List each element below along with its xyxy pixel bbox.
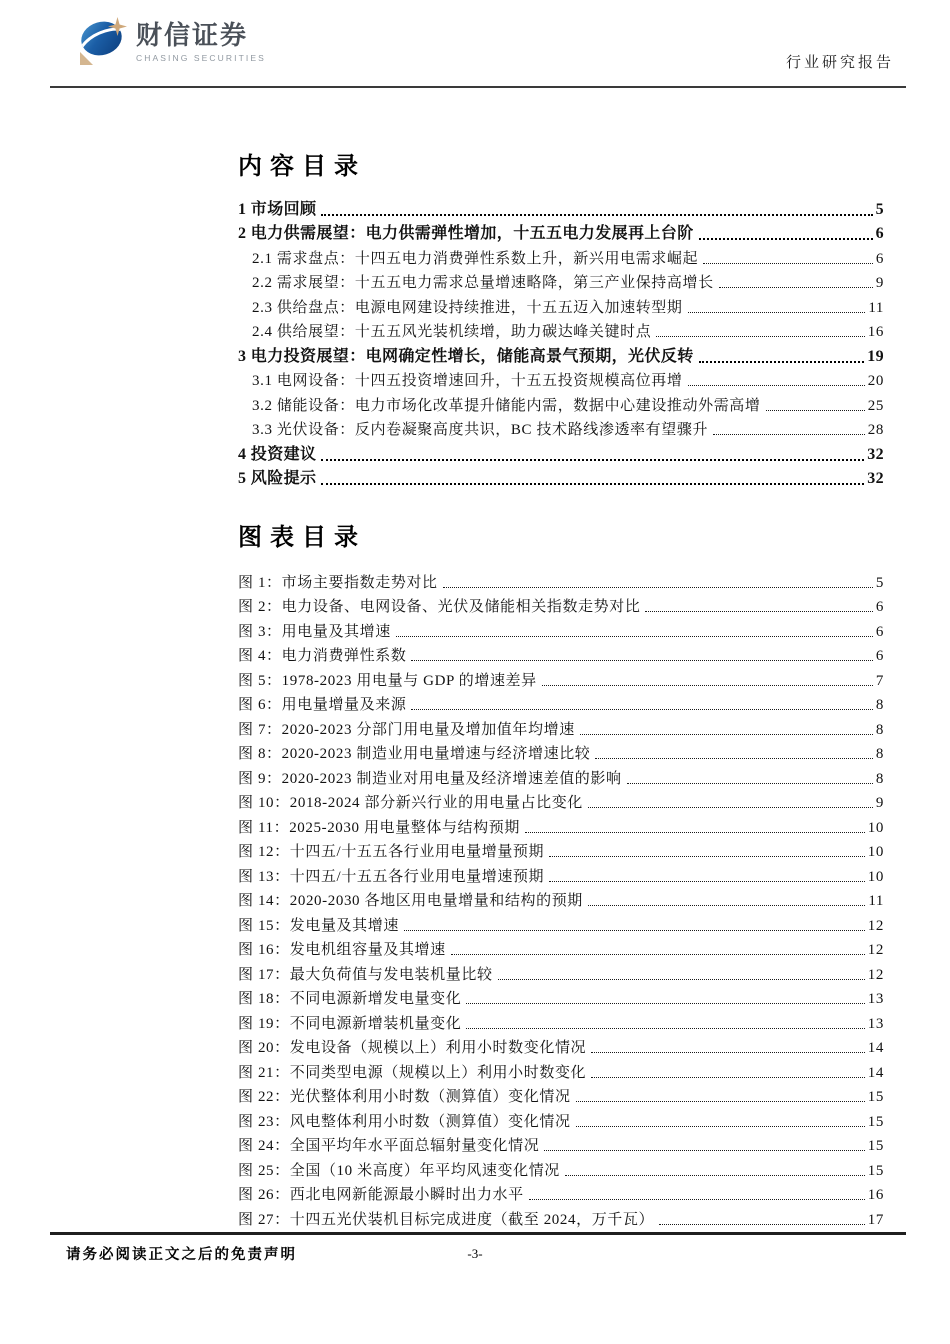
dot-leader xyxy=(525,832,865,833)
toc-entry-row xyxy=(238,464,884,489)
entry-page-number: 25 xyxy=(867,397,884,414)
header-divider xyxy=(50,86,906,88)
figure-entry-row xyxy=(238,861,884,886)
entry-label: 图 14：2020-2030 各地区用电量增量和结构的预期 xyxy=(238,893,583,909)
entry-label: 3.1 电网设备：十四五投资增速回升，十五五投资规模高位再增 xyxy=(252,373,683,389)
entry-label: 图 20：发电设备（规模以上）利用小时数变化情况 xyxy=(238,1040,587,1056)
entry-page-number: 9 xyxy=(875,795,884,811)
entry-label: 图 3：用电量及其增速 xyxy=(238,623,391,640)
figure-entry-row xyxy=(238,567,884,592)
footer-divider xyxy=(50,1232,906,1235)
toc-entry-row xyxy=(238,366,884,391)
figure-entry-row xyxy=(238,959,884,984)
figures-title: 图表目录 xyxy=(238,525,366,551)
figure-entry-row xyxy=(238,812,884,837)
entry-page-number: 11 xyxy=(868,893,884,909)
entry-page-number: 12 xyxy=(867,942,884,958)
dot-leader xyxy=(659,1224,865,1225)
entry-page-number: 6 xyxy=(875,225,884,242)
entry-label: 图 15：发电量及其增速 xyxy=(238,917,399,934)
dot-leader xyxy=(466,1003,864,1004)
dot-leader xyxy=(580,734,873,735)
entry-page-number: 10 xyxy=(867,868,884,885)
entry-page-number: 14 xyxy=(867,1040,884,1056)
entry-label: 3.3 光伏设备：反内卷凝聚高度共识，BC 技术路线渗透率有望骤升 xyxy=(252,422,709,438)
entry-page-number: 6 xyxy=(875,623,884,640)
dot-leader xyxy=(443,587,873,588)
entry-page-number: 5 xyxy=(875,200,884,218)
dot-leader xyxy=(766,410,865,411)
entry-page-number: 16 xyxy=(867,324,884,340)
dot-leader xyxy=(451,954,865,955)
figure-entry-row xyxy=(238,910,884,935)
entry-label: 图 27：十四五光伏装机目标完成进度（截至 2024，万千瓦） xyxy=(238,1211,655,1228)
dot-leader xyxy=(576,1126,865,1127)
toc-title: 内容目录 xyxy=(238,154,366,180)
dot-leader xyxy=(549,856,865,857)
dot-leader xyxy=(627,783,873,784)
dot-leader xyxy=(699,361,865,363)
entry-page-number: 14 xyxy=(867,1064,884,1081)
entry-label: 2.3 供给盘点：电源电网建设持续推进，十五五迈入加速转型期 xyxy=(252,299,683,316)
entry-page-number: 8 xyxy=(875,721,884,738)
entry-page-number: 10 xyxy=(867,819,884,836)
entry-label: 图 8：2020-2023 制造业用电量增速与经济增速比较 xyxy=(238,746,591,762)
entry-label: 2 电力供需展望：电力供需弹性增加，十五五电力发展再上台阶 xyxy=(238,225,694,242)
entry-label: 3.2 储能设备：电力市场化改革提升储能内需，数据中心建设推动外需高增 xyxy=(252,397,761,414)
entry-label: 图 17：最大负荷值与发电装机量比较 xyxy=(238,966,493,983)
dot-leader xyxy=(719,287,873,288)
entry-label: 图 11：2025-2030 用电量整体与结构预期 xyxy=(238,819,520,836)
entry-label: 图 26：西北电网新能源最小瞬时出力水平 xyxy=(238,1187,524,1203)
figure-entry-row xyxy=(238,690,884,715)
toc-entry-row xyxy=(238,243,884,268)
dot-leader xyxy=(645,611,872,612)
entry-page-number: 16 xyxy=(867,1187,884,1203)
entry-label: 2.1 需求盘点：十四五电力消费弹性系数上升，新兴用电需求崛起 xyxy=(252,250,699,267)
entry-label: 图 23：风电整体利用小时数（测算值）变化情况 xyxy=(238,1113,571,1130)
figure-entry-row xyxy=(238,984,884,1009)
entry-page-number: 28 xyxy=(867,422,884,438)
logo-name-cn: 财信证券 xyxy=(136,20,249,50)
entry-page-number: 6 xyxy=(875,648,884,664)
dot-leader xyxy=(404,930,865,931)
entry-page-number: 11 xyxy=(868,299,884,316)
figure-entry-row xyxy=(238,592,884,617)
dot-leader xyxy=(565,1175,865,1176)
entry-label: 图 7：2020-2023 分部门用电量及增加值年均增速 xyxy=(238,721,575,738)
figure-entry-row xyxy=(238,788,884,813)
figure-entry-row xyxy=(238,665,884,690)
entry-page-number: 13 xyxy=(867,1015,884,1032)
dot-leader xyxy=(321,483,864,485)
toc-entry-row xyxy=(238,390,884,415)
toc-entry-row xyxy=(238,219,884,244)
figure-entry-row xyxy=(238,1131,884,1156)
figure-entry-row xyxy=(238,763,884,788)
figure-entry-row xyxy=(238,739,884,764)
dot-leader xyxy=(321,214,872,216)
entry-label: 图 4：电力消费弹性系数 xyxy=(238,648,407,664)
dot-leader xyxy=(595,758,872,759)
dot-leader xyxy=(466,1028,864,1029)
figure-list xyxy=(238,567,884,1229)
entry-label: 图 25：全国（10 米高度）年平均风速变化情况 xyxy=(238,1162,560,1179)
entry-label: 1 市场回顾 xyxy=(238,200,317,218)
dot-leader xyxy=(688,312,866,313)
entry-page-number: 13 xyxy=(867,991,884,1007)
entry-label: 图 12：十四五/十五五各行业用电量增量预期 xyxy=(238,844,545,860)
entry-label: 图 1：市场主要指数走势对比 xyxy=(238,574,438,591)
dot-leader xyxy=(411,660,872,661)
logo-name-en: CHASING SECURITIES xyxy=(136,53,266,63)
entry-page-number: 32 xyxy=(867,470,884,487)
toc-entry-row xyxy=(238,415,884,440)
entry-page-number: 5 xyxy=(875,574,884,591)
entry-label: 图 21：不同类型电源（规模以上）利用小时数变化 xyxy=(238,1064,587,1081)
figure-entry-row xyxy=(238,714,884,739)
figure-entry-row xyxy=(238,886,884,911)
star-icon xyxy=(108,17,127,36)
toc-entry-row xyxy=(238,268,884,293)
figure-entry-row xyxy=(238,1008,884,1033)
entry-page-number: 15 xyxy=(867,1138,884,1154)
entry-label: 图 2：电力设备、电网设备、光伏及储能相关指数走势对比 xyxy=(238,599,641,615)
entry-page-number: 15 xyxy=(867,1113,884,1130)
figure-entry-row xyxy=(238,837,884,862)
logo-globe-icon xyxy=(79,19,125,65)
entry-page-number: 6 xyxy=(875,599,884,615)
entry-label: 3 电力投资展望：电网确定性增长，储能高景气预期，光伏反转 xyxy=(238,347,694,365)
entry-page-number: 20 xyxy=(867,373,884,389)
figure-entry-row xyxy=(238,1033,884,1058)
entry-label: 图 22：光伏整体利用小时数（测算值）变化情况 xyxy=(238,1089,571,1105)
dot-leader xyxy=(396,636,873,637)
figure-entry-row xyxy=(238,1204,884,1229)
entry-page-number: 8 xyxy=(875,697,884,713)
dot-leader xyxy=(411,709,872,710)
toc-entry-row xyxy=(238,317,884,342)
dot-leader xyxy=(713,434,865,435)
dot-leader xyxy=(542,685,873,686)
report-type-label: 行业研究报告 xyxy=(785,55,894,71)
entry-page-number: 17 xyxy=(867,1211,884,1228)
figure-entry-row xyxy=(238,1180,884,1205)
entry-label: 图 16：发电机组容量及其增速 xyxy=(238,942,446,958)
figure-entry-row xyxy=(238,641,884,666)
dot-leader xyxy=(591,1052,865,1053)
toc-entry-row xyxy=(238,194,884,219)
entry-label: 图 5：1978-2023 用电量与 GDP 的增速差异 xyxy=(238,672,537,689)
toc-list xyxy=(238,194,884,488)
dot-leader xyxy=(588,905,865,906)
toc-section xyxy=(238,146,884,488)
figure-entry-row xyxy=(238,935,884,960)
figure-entry-row xyxy=(238,1057,884,1082)
entry-page-number: 15 xyxy=(867,1089,884,1105)
figure-entry-row xyxy=(238,1155,884,1180)
entry-page-number: 12 xyxy=(867,917,884,934)
entry-label: 5 风险提示 xyxy=(238,470,317,487)
entry-label: 图 19：不同电源新增装机量变化 xyxy=(238,1015,462,1032)
page-number: -3- xyxy=(467,1246,483,1261)
dot-leader xyxy=(699,238,873,240)
dot-leader xyxy=(544,1150,864,1151)
entry-page-number: 19 xyxy=(867,347,884,365)
entry-label: 图 24：全国平均年水平面总辐射量变化情况 xyxy=(238,1138,540,1154)
entry-label: 图 10：2018-2024 部分新兴行业的用电量占比变化 xyxy=(238,795,583,811)
dot-leader xyxy=(688,385,865,386)
dot-leader xyxy=(656,336,864,337)
dot-leader xyxy=(591,1077,865,1078)
dot-leader xyxy=(321,459,864,461)
logo-wedge-shape xyxy=(80,52,93,65)
entry-page-number: 32 xyxy=(867,445,884,463)
entry-page-number: 12 xyxy=(867,966,884,983)
dot-leader xyxy=(588,807,873,808)
dot-leader xyxy=(549,881,865,882)
entry-label: 2.4 供给展望：十五五风光装机续增，助力碳达峰关键时点 xyxy=(252,324,652,340)
dot-leader xyxy=(529,1199,865,1200)
toc-entry-row xyxy=(238,292,884,317)
entry-page-number: 9 xyxy=(875,275,884,291)
dot-leader xyxy=(498,979,865,980)
entry-page-number: 10 xyxy=(867,844,884,860)
entry-label: 图 18：不同电源新增发电量变化 xyxy=(238,991,462,1007)
toc-entry-row xyxy=(238,439,884,464)
logo-text xyxy=(136,19,266,63)
dot-leader xyxy=(703,263,873,264)
entry-page-number: 15 xyxy=(867,1162,884,1179)
footer-disclaimer: 请务必阅读正文之后的免责声明 xyxy=(66,1247,297,1263)
dot-leader xyxy=(576,1101,865,1102)
entry-page-number: 7 xyxy=(875,672,884,689)
entry-page-number: 8 xyxy=(875,770,884,787)
entry-page-number: 6 xyxy=(875,250,884,267)
figure-entry-row xyxy=(238,1082,884,1107)
figures-section xyxy=(238,517,884,1229)
entry-page-number: 8 xyxy=(875,746,884,762)
entry-label: 图 13：十四五/十五五各行业用电量增速预期 xyxy=(238,868,545,885)
company-logo xyxy=(79,19,266,65)
entry-label: 图 6：用电量增量及来源 xyxy=(238,697,407,713)
toc-entry-row xyxy=(238,341,884,366)
figure-entry-row xyxy=(238,616,884,641)
entry-label: 图 9：2020-2023 制造业对用电量及经济增速差值的影响 xyxy=(238,770,622,787)
figure-entry-row xyxy=(238,1106,884,1131)
entry-label: 2.2 需求展望：十五五电力需求总量增速略降，第三产业保持高增长 xyxy=(252,275,714,291)
entry-label: 4 投资建议 xyxy=(238,445,317,463)
